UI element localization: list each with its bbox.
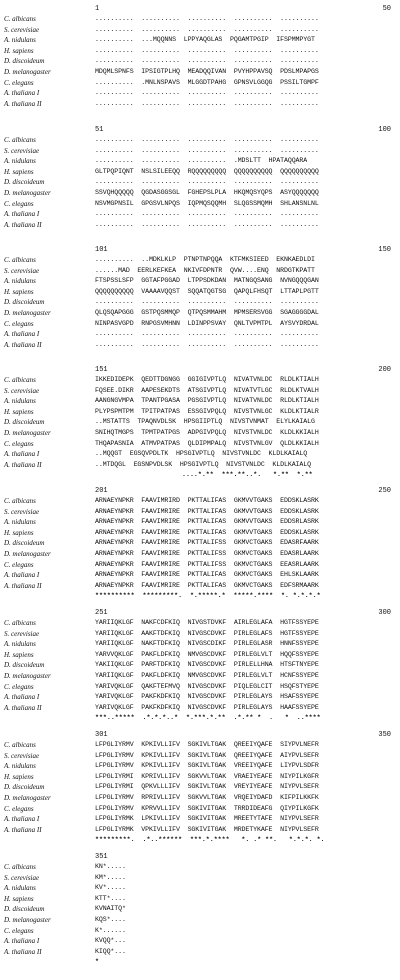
position-numbers <box>0 730 400 740</box>
sequence-segment: .......... .......... .......... .......... .......... <box>95 136 319 143</box>
alignment-row <box>0 793 400 804</box>
sequence-segment: MDQMLSPNFS IPSIGTPLHQ MEADQQIVAN PVYHPPAVSQ PDSLMPAPGS <box>95 67 319 75</box>
species-name: C. elegans <box>4 682 34 691</box>
species-name: S. cerevisiae <box>4 873 40 882</box>
alignment-row <box>0 862 400 873</box>
alignment-block <box>0 125 400 230</box>
species-name: C. albicans <box>4 619 36 627</box>
position-end: 150 <box>378 246 391 254</box>
position-start: 351 <box>95 853 108 861</box>
alignment-row <box>0 156 400 167</box>
species-name: D. discoideum <box>4 661 45 670</box>
alignment-row <box>0 751 400 762</box>
species-name: H. sapiens <box>4 287 34 296</box>
sequence-segment: LFPGLIYRMV KPKIVLLIFV SGKIVLTGAK QREEIYQAFE AIYPVLSEFR <box>95 751 319 759</box>
alignment-row <box>0 507 400 518</box>
species-name: A. thaliana II <box>4 460 42 469</box>
sequence-segment: .......... .......... .......... .......... .......... <box>95 99 319 107</box>
alignment-row <box>0 319 400 330</box>
alignment-row <box>0 417 400 428</box>
alignment-row <box>0 329 400 340</box>
alignment-row <box>0 517 400 528</box>
position-start: 1 <box>95 5 100 13</box>
sequence-segment: ..MTDQGL EGSNPVDLSK HPSGIVPTLQ NIVSTVNLDC KLDLKAIALQ <box>95 460 311 468</box>
alignment-row <box>0 386 400 397</box>
position-numbers <box>0 4 400 14</box>
species-name: A. thaliana II <box>4 825 42 834</box>
sequence-segment: YARIIQKLGF AAKFTDFKIQ NIVGSCDVKF PIRLEGLAFS HGTFSSYEPE <box>95 629 319 637</box>
alignment-row <box>0 99 400 110</box>
sequence-segment: FTSPSSLSFP GGTAFPGGAD LTPPSDKDAN MATNGQSANG NVNGQQQGAN <box>95 277 319 285</box>
sequence-segment: LFPGLIYRMI KPRIVLLIFV SGKVVLTGAK VRAEIYEAFE NIYPILKGFR <box>95 772 319 780</box>
sequence-segment: LFPGLIYRMV KPKIVLLIFV SGKIVLTGAK QREEIYQAFE SIYPVLNEFR <box>95 741 319 748</box>
alignment-row <box>0 135 400 146</box>
sequence-segment: ARNAEYNPKR FAAVIMRIRE PKTTALIFSS GKMVCTGAKS EDASRFAARK <box>95 539 319 547</box>
position-start: 251 <box>95 609 108 617</box>
sequence-segment: YARIVQKLGF PAKFKDFKIQ NIVGSCDVKF PIRLEGLAYS HAAFSSYEPE <box>95 703 319 711</box>
position-start: 101 <box>95 246 108 254</box>
sequence-segment: .......... .......... .......... .......... .......... <box>95 146 319 154</box>
sequence-segment: QLQSQAPGGG GSTPQSMMQP QTPQSMMAHM MPMSERSVGG SGAGGGGDAL <box>95 308 319 316</box>
position-numbers <box>0 486 400 496</box>
sequence-segment: NSVMGPNSIL GPGSVLNPQS IQPMQSQQMH SLQGSSMQMH SHLANSNLNL <box>95 199 319 207</box>
species-name: A. nidulans <box>4 762 36 771</box>
alignment-row <box>0 14 400 25</box>
species-name: A. nidulans <box>4 640 36 649</box>
alignment-row <box>0 894 400 905</box>
species-name: C. albicans <box>4 376 36 384</box>
species-name: D. discoideum <box>4 539 45 548</box>
species-name: D. discoideum <box>4 783 45 792</box>
alignment-row <box>0 650 400 661</box>
species-name: H. sapiens <box>4 167 34 176</box>
alignment-row <box>0 276 400 287</box>
species-name: A. thaliana I <box>4 571 40 580</box>
species-name: D. discoideum <box>4 178 45 187</box>
species-name: A. thaliana II <box>4 581 42 590</box>
sequence-segment: SNIHQTMGPS TPMTPATPGS ADPGIVPQLQ NIVSTVNLDC KLDLKKIALH <box>95 428 319 436</box>
species-name: H. sapiens <box>4 528 34 537</box>
sequence-segment: IKKEDIDEPK QEDTTDGNGG GGIGIVPTLQ NIVATVNLDC RLDLKTIALH <box>95 376 319 383</box>
alignment-row <box>0 703 400 714</box>
species-name: A. thaliana II <box>4 99 42 108</box>
sequence-segment: ARNAEYNPKR FAAVIMRIRE PKTTALIFSS GKMVCTGAKS EEASRLAARK <box>95 560 319 568</box>
species-name: S. cerevisiae <box>4 25 40 34</box>
alignment-row <box>0 692 400 703</box>
alignment-row <box>0 266 400 277</box>
species-name: A. thaliana I <box>4 210 40 219</box>
sequence-segment: .......... .......... .......... .......... .......... <box>95 46 319 54</box>
species-name: A. thaliana I <box>4 450 40 459</box>
alignment-row <box>0 671 400 682</box>
sequence-segment: .......... ...MQQNNS LPPYAQGLAS PQGAMTPGIP IFSPMMPYGT <box>95 36 315 44</box>
species-name: C. elegans <box>4 199 34 208</box>
conservation-line: ....*.** ***.**..*. *.** *.** <box>95 471 313 479</box>
sequence-segment: LFPGLIYRMK LPKIVLLIFV SGKIVITGAK MREETYTAFE NIYPVLSEFR <box>95 815 319 823</box>
species-name: A. thaliana II <box>4 703 42 712</box>
alignment-row <box>0 740 400 751</box>
alignment-row <box>0 947 400 958</box>
species-name: A. thaliana I <box>4 330 40 339</box>
alignment-row <box>0 570 400 581</box>
species-name: C. elegans <box>4 560 34 569</box>
alignment-row <box>0 449 400 460</box>
alignment-row <box>0 904 400 915</box>
position-end: 300 <box>378 609 391 617</box>
sequence-segment: YARVVQKLGF PAKFLDFKIQ NMVGSCDVKF PIRLEGLVLT HQQFSSYEPE <box>95 650 319 658</box>
sequence-segment: YARIVQKLGF QAKFTEFMVQ NIVGSCDVKF PIQLEGLCIT HSQFSTYEPE <box>95 682 319 690</box>
species-name: A. nidulans <box>4 277 36 286</box>
sequence-segment: .......... .......... .......... .......... .......... <box>95 210 319 218</box>
alignment-row <box>0 67 400 78</box>
sequence-segment: KV*..... <box>95 884 126 892</box>
species-name: A. nidulans <box>4 884 36 893</box>
species-name: H. sapiens <box>4 407 34 416</box>
species-name: H. sapiens <box>4 46 34 55</box>
sequence-segment: ..MSTATTS TPAQNVDLSK HPSGIIPTLQ NIVSTVNMAT ELYLKAIALG <box>95 418 315 426</box>
species-name: D. discoideum <box>4 57 45 66</box>
alignment-row <box>0 581 400 592</box>
alignment-row <box>0 35 400 46</box>
alignment-row <box>0 926 400 937</box>
alignment-row <box>0 528 400 539</box>
position-numbers <box>0 365 400 375</box>
sequence-segment: ..MQQGT EGSQVPDLTK HPSGIVPTLQ NIVSTVNLDC KLDLKAIALQ <box>95 450 308 458</box>
sequence-segment: YARIIQKLGF PAKFLDFKIQ NMVGSCDVKF PIRLEGLVLT HCNFSSYEPE <box>95 671 319 679</box>
alignment-row <box>0 308 400 319</box>
sequence-segment: GLTPQPIQNT NSLSILEEQQ RQQQQQQQQQ QQQQQQQQQQ QQQQQQQQQQ <box>95 167 319 175</box>
species-name: S. cerevisiae <box>4 386 40 395</box>
sequence-segment: K*...... <box>95 926 126 934</box>
position-numbers <box>0 608 400 618</box>
species-name: D. melanogaster <box>4 188 51 197</box>
species-name: C. albicans <box>4 863 36 871</box>
alignment-row <box>0 375 400 386</box>
sequence-segment: ARNAEYNPKR FAAVIMRIRE PKTTALIFAS GKMVCTGAKS EHLSKLAARK <box>95 571 319 579</box>
alignment-block <box>0 4 400 109</box>
alignment-row <box>0 439 400 450</box>
species-name: A. nidulans <box>4 157 36 166</box>
sequence-segment: YARIIQKLGF NAKFTDFKIQ NIVGSCDIKF PIRLEGLASR HNNFSSYEPE <box>95 640 319 648</box>
position-start: 301 <box>95 731 108 739</box>
alignment-row <box>0 407 400 418</box>
conservation-line: * <box>95 958 99 966</box>
sequence-segment: ......MAD EERLKEFKEA NKIVFDPNTR QVW....ENQ NRDGTKPATT <box>95 266 315 274</box>
species-name: D. discoideum <box>4 298 45 307</box>
species-name: C. albicans <box>4 136 36 144</box>
sequence-segment: ARNAEYNPKR FAAVIMRIRE PKTTALIFSS GKMVCTGAKS EDASRLAARK <box>95 549 319 557</box>
species-name: D. melanogaster <box>4 549 51 558</box>
alignment-row <box>0 761 400 772</box>
sequence-segment: LFPGLIYRMV RPRIVLLIFV SGKVVLTGAK VRQEIYDAFD KIFPILKKFK <box>95 793 319 801</box>
position-start: 51 <box>95 126 104 134</box>
sequence-segment: NINPASVGPD RNPGSVMHNN LDINPPSVAY QNLTVPMTPL AYSVYDRDAL <box>95 319 319 327</box>
alignment-row <box>0 199 400 210</box>
alignment-row <box>0 428 400 439</box>
alignment-row <box>0 255 400 266</box>
alignment-row <box>0 167 400 178</box>
sequence-segment: .......... ..MDKLKLP PTNPTNPQQA KTFMKSIEED EKNKAEDLDI <box>95 256 315 263</box>
sequence-segment: .......... .......... .......... .......... .......... <box>95 298 319 306</box>
conservation-line: *********. .*..****** ***.*.**** *. .* **. *.*.*. *. <box>95 836 325 844</box>
alignment-row <box>0 177 400 188</box>
species-name: A. thaliana I <box>4 693 40 702</box>
alignment-block <box>0 486 400 601</box>
sequence-segment: .......... .......... .......... .......... .......... <box>95 15 319 22</box>
alignment-block <box>0 852 400 967</box>
alignment-row <box>0 804 400 815</box>
species-name: D. melanogaster <box>4 308 51 317</box>
sequence-segment: ARNAEYNPKR FAAVIMRIRE PKTTALIFAS GKMVVTGAKS EDDSKLASRK <box>95 528 319 536</box>
alignment-row <box>0 146 400 157</box>
alignment-row <box>0 396 400 407</box>
position-numbers <box>0 125 400 135</box>
sequence-segment: PLYPSPMTPM TPITPATPAS ESSGIVPQLQ NIVSTVNLGC KLDLKTIALR <box>95 407 319 415</box>
sequence-segment: KVNAITQ* <box>95 905 126 913</box>
species-name: D. melanogaster <box>4 428 51 437</box>
alignment-row <box>0 873 400 884</box>
sequence-segment: SSVQHQQQQQ QGDASGGSGL FGHEPSLPLA HKQMQSYQPS ASYQQQQQQQ <box>95 188 319 196</box>
alignment-row <box>0 814 400 825</box>
sequence-segment: .......... .......... .......... .......... .......... <box>95 330 319 338</box>
sequence-segment: ARNAEYNPKR FAAVIMRIRE PKTTALIFAS GKMVVTGAKS EDDSKLASRK <box>95 507 319 515</box>
alignment-row <box>0 660 400 671</box>
alignment-row <box>0 496 400 507</box>
species-name: A. thaliana II <box>4 340 42 349</box>
sequence-segment: .......... .......... .......... .MDSLTT HPATAQQARA <box>95 157 308 165</box>
species-name: C. elegans <box>4 439 34 448</box>
species-name: C. albicans <box>4 741 36 749</box>
sequence-segment: KN*..... <box>95 863 126 870</box>
alignment-row <box>0 915 400 926</box>
position-end: 350 <box>378 731 391 739</box>
conservation-line: ********** *********. *.*****.* *****.**** *. *.*.*.* <box>95 592 321 600</box>
species-name: C. albicans <box>4 15 36 23</box>
alignment-row <box>0 618 400 629</box>
alignment-row <box>0 538 400 549</box>
alignment-row <box>0 460 400 471</box>
alignment-row <box>0 297 400 308</box>
species-name: A. nidulans <box>4 518 36 527</box>
species-name: A. thaliana I <box>4 937 40 946</box>
sequence-segment: .......... .......... .......... .......... .......... <box>95 178 319 186</box>
position-end: 250 <box>378 487 391 495</box>
alignment-row <box>0 25 400 36</box>
species-name: A. thaliana I <box>4 815 40 824</box>
conservation-line: ***..***** .*.*.*..* *.***.*.** .*.** * . * ..**** <box>95 714 321 722</box>
species-name: A. thaliana II <box>4 220 42 229</box>
species-name: S. cerevisiae <box>4 266 40 275</box>
sequence-segment: .......... .MNLNSPAVS MLGGDTPAHG GPNSVLGGQG PSSILTGMPF <box>95 78 319 86</box>
sequence-segment: YAKIIQKLGF PARFTDFKIQ NIVGSCDVKF PIRLELLHNA HTSFTNYEPE <box>95 661 319 669</box>
alignment-row <box>0 209 400 220</box>
alignment-row <box>0 188 400 199</box>
species-name: D. discoideum <box>4 418 45 427</box>
species-name: C. elegans <box>4 319 34 328</box>
alignment-block <box>0 245 400 350</box>
alignment-row <box>0 825 400 836</box>
position-start: 151 <box>95 366 108 374</box>
sequence-segment: QQQQQQQQQQ VAAAAVQQST SQQATQGTSG QAPQLFHSQT LTTAPLPGTT <box>95 287 319 295</box>
sequence-segment: KIQQ*... <box>95 947 126 955</box>
position-end: 200 <box>378 366 391 374</box>
sequence-segment: LFPGLIYRMV KPRVVLLIFV SGKIVITGAK TRRDIDEAFG QIYPILKGFK <box>95 804 319 812</box>
sequence-segment: ARNAEYNPKR FAAVIMRIRE PKTTALIFAS GKMVCTGAKS EDFSRMAARK <box>95 581 319 589</box>
sequence-segment: .......... .......... .......... .......... .......... <box>95 340 319 348</box>
sequence-segment: KM*..... <box>95 873 126 881</box>
species-name: A. thaliana II <box>4 947 42 956</box>
species-name: C. elegans <box>4 78 34 87</box>
species-name: H. sapiens <box>4 772 34 781</box>
alignment-row <box>0 287 400 298</box>
sequence-segment: LFPGLIYRMI QPKVLLLIFV SGKIVLTGAK VREYIYEAFE NIYPVLSEFR <box>95 783 319 791</box>
sequence-segment: KTT*.... <box>95 894 126 902</box>
species-name: H. sapiens <box>4 650 34 659</box>
alignment-row <box>0 78 400 89</box>
species-name: C. elegans <box>4 804 34 813</box>
alignment-block <box>0 730 400 845</box>
alignment-row <box>0 936 400 947</box>
sequence-segment: KQS*.... <box>95 915 126 923</box>
species-name: A. nidulans <box>4 36 36 45</box>
sequence-segment: FQSEE.DIKR AAPESEKDTS ATSGIVPTLQ NIVATVTLGC RLDLKTVALH <box>95 386 319 394</box>
sequence-segment: .......... .......... .......... .......... .......... <box>95 89 319 97</box>
alignment-row <box>0 682 400 693</box>
alignment-row <box>0 549 400 560</box>
sequence-segment: YARIVQKLGF PAKFKDFKIQ NIVGSCDVKF PIRLEGLAYS HSAFSSYEPE <box>95 693 319 701</box>
alignment-block <box>0 365 400 480</box>
position-end: 50 <box>382 5 391 13</box>
species-name: H. sapiens <box>4 894 34 903</box>
sequence-segment: ARNAEYNPKR FAAVIMRIRD PKTTALIFAS GKMVVTGAKS EDDSKLASRK <box>95 497 319 504</box>
species-name: D. melanogaster <box>4 915 51 924</box>
alignment-row <box>0 56 400 67</box>
sequence-segment: .......... .......... .......... .......... .......... <box>95 220 319 228</box>
alignment-row <box>0 46 400 57</box>
sequence-segment: .......... .......... .......... .......... .......... <box>95 25 319 33</box>
alignment-row <box>0 782 400 793</box>
position-start: 201 <box>95 487 108 495</box>
species-name: S. cerevisiae <box>4 507 40 516</box>
alignment-row <box>0 220 400 231</box>
alignment-row <box>0 883 400 894</box>
sequence-segment: YARIIQKLGF NAKFCDFKIQ NIVGSTDVKF AIRLEGLAFA HGTFSSYEPE <box>95 619 319 626</box>
alignment-row <box>0 340 400 351</box>
position-numbers <box>0 245 400 255</box>
species-name: D. melanogaster <box>4 671 51 680</box>
alignment-row <box>0 772 400 783</box>
species-name: S. cerevisiae <box>4 751 40 760</box>
sequence-segment: THQAPASNIA ATMVPATPAS QLDIPMPALQ NIVSTVNLGV QLDLKKIALH <box>95 439 319 447</box>
sequence-segment: .......... .......... .......... .......... .......... <box>95 57 319 65</box>
species-name: C. albicans <box>4 497 36 505</box>
species-name: S. cerevisiae <box>4 629 40 638</box>
species-name: C. albicans <box>4 256 36 264</box>
alignment-row <box>0 639 400 650</box>
sequence-segment: AANGNGVMPA TPANTPGASA PGSGIVPTLQ NIVATVNLDC RLDLKTIALH <box>95 397 319 405</box>
species-name: A. thaliana I <box>4 89 40 98</box>
alignment-block <box>0 608 400 723</box>
species-name: C. elegans <box>4 926 34 935</box>
position-end: 100 <box>378 126 391 134</box>
alignment-row <box>0 88 400 99</box>
species-name: D. melanogaster <box>4 793 51 802</box>
species-name: D. melanogaster <box>4 67 51 76</box>
species-name: D. discoideum <box>4 905 45 914</box>
position-numbers <box>0 852 400 862</box>
species-name: A. nidulans <box>4 397 36 406</box>
sequence-segment: LFPGLIYRMV KPKIVLLIFV SGKIVLTGAK VREEIYQAFE LIYPVLSDFR <box>95 762 319 770</box>
species-name: S. cerevisiae <box>4 146 40 155</box>
alignment-row <box>0 629 400 640</box>
sequence-segment: LFPGLIYRMK VPKIVLLIFV SGKIVITGAK MRDETYKAFE NIYPVLSEFR <box>95 825 319 833</box>
alignment-row <box>0 560 400 571</box>
sequence-segment: ARNAEYNPKR FAAVIMRIRE PKTTALIFAS GKMVVTGAKS EDDSRLASRK <box>95 518 319 526</box>
sequence-segment: KVQQ*... <box>95 937 126 945</box>
